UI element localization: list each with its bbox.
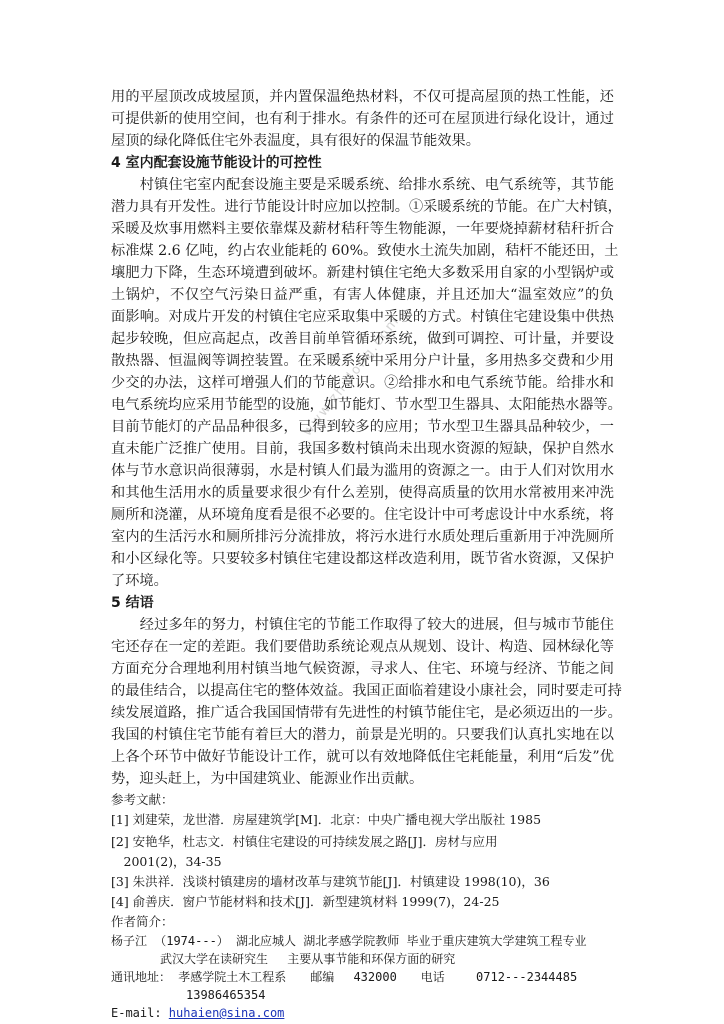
email-label: E-mail: [111,1006,169,1020]
address-line: 通讯地址： 孝感学院土木工程系 邮编 432000 电话 0712---2344485 [111,970,578,984]
reference-item: 2001(2)，34-35 [111,854,222,869]
body-text-line: 和其他生活用水的质量要求很少有什么差别，使得高质量的饮用水常被用来冲洗 [111,485,614,501]
section-heading: 5 结语 [111,595,154,611]
section-heading: 4 室内配套设施节能设计的可控性 [111,155,322,171]
body-text-line: 势，迎头赶上，为中国建筑业、能源业作出贡献。 [111,771,424,787]
body-text-line: 少交的办法，这样可增强人们的节能意识。②给排水和电气系统节能。给排水和 [111,375,614,391]
body-text-line: 土锅炉，不仅空气污染日益严重，有害人体健康，并且还加大“温室效应”的负 [111,287,614,303]
body-text-line: 我国的村镇住宅节能有着巨大的潜力，前景是光明的。只要我们认真扎实地在以 [111,727,614,743]
body-text-line: 体与节水意识尚很薄弱，水是村镇人们最为滥用的资源之一。由于人们对饮用水 [111,463,614,479]
body-text-line: 村镇住宅室内配套设施主要是采暖系统、给排水系统、电气系统等，其节能 [111,177,614,193]
references-heading: 参考文献： [111,792,174,807]
body-text-line: 室内的生活污水和厕所排污分流排放，将污水进行水质处理后重新用于冲洗厕所 [111,529,614,545]
body-text-line: 壤肥力下降，生态环境遭到破坏。新建村镇住宅绝大多数采用自家的小型锅炉或 [111,265,614,281]
author-heading: 作者简介： [111,914,174,929]
reference-item: [2] 安艳华，杜志文．村镇住宅建设的可持续发展之路[J]．房材与应用 [111,834,498,849]
body-text-line: 了环境。 [111,573,168,589]
body-text-line: 经过多年的努力，村镇住宅的节能工作取得了较大的进展，但与城市节能住 [111,617,614,633]
body-text-line: 宅还存在一定的差距。我们要借助系统论观点从规划、设计、构造、园林绿化等 [111,639,614,655]
body-text-line: 方面充分合理地利用村镇当地气候资源，寻求人、住宅、环境与经济、节能之间 [111,661,614,677]
body-text-line: 采暖及炊事用燃料主要依靠煤及薪材秸秆等生物能源，一年要烧掉薪材秸秆折合 [111,221,614,237]
reference-item: [4] 俞善庆．窗户节能材料和技术[J]．新型建筑材料 1999(7)，24-25 [111,894,500,909]
body-text-line: 的最佳结合，以提高住宅的整体效益。我国正面临着建设小康社会，同时要走可持 [111,683,622,699]
body-text-line: 面影响。对成片开发的村镇住宅应采取集中采暖的方式。村镇住宅建设集中供热 [111,309,614,325]
reference-item: [1] 刘建荣，龙世潜．房屋建筑学[M]．北京：中央广播电视大学出版社 1985 [111,812,542,827]
body-text-line: 目前节能灯的产品品种很多，已得到较多的应用；节水型卫生器具品种较少，一 [111,419,614,435]
author-info-line: 武汉大学在读研究生 主要从事节能和环保方面的研究 [160,952,456,966]
body-text-line: 潜力具有开发性。进行节能设计时应加以控制。①采暖系统的节能。在广大村镇， [111,199,622,215]
body-text-line: 直未能广泛推广使用。目前，我国多数村镇尚未出现水资源的短缺，保护自然水 [111,441,614,457]
watermark: www.zhulong.com [300,313,403,440]
body-text-line: 和小区绿化等。只要较多村镇住宅建设都这样改造利用，既节省水资源，又保护 [111,551,614,567]
body-text-line: 电气系统均应采用节能型的设施，如节能灯、节水型卫生器具、太阳能热水器等。 [111,397,622,413]
body-text-line: 可提供新的使用空间，也有利于排水。有条件的还可在屋顶进行绿化设计，通过 [111,111,614,127]
phone-number: 13986465354 [186,988,266,1002]
body-text-line: 续发展道路，推广适合我国国情带有先进性的村镇节能住宅，是必须迈出的一步。 [111,705,622,721]
email-link[interactable]: huhaien@sina.com [168,1006,285,1020]
body-text-line: 标准煤 2.6 亿吨，约占农业能耗的 60%。致使水土流失加剧，秸杆不能还田，土 [111,243,619,259]
reference-item: [3] 朱洪祥．浅谈村镇建房的墙材改革与建筑节能[J]．村镇建设 1998(10)，36 [111,874,550,889]
body-text-line: 厕所和浇灌，从环境角度看是很不必要的。住宅设计中可考虑设计中水系统，将 [111,507,614,523]
body-text-line: 用的平屋顶改成坡屋顶，并内置保温绝热材料，不仅可提高屋顶的热工性能，还 [111,89,614,105]
body-text-line: 上各个环节中做好节能设计工作，就可以有效地降低住宅耗能量，利用“后发”优 [111,749,614,765]
author-info-line: 杨子江 （1974---） 湖北应城人 湖北孝感学院教师 毕业于重庆建筑大学建筑工程专业 [111,934,587,948]
body-text-line: 屋顶的绿化降低住宅外表温度，具有很好的保温节能效果。 [111,133,480,149]
body-text-line: 散热器、恒温阀等调控装置。在采暖系统中采用分户计量，多用热多交费和少用 [111,353,614,369]
body-text-line: 起步较晚，但应高起点，改善目前单管循环系统，做到可调控、可计量，并要设 [111,331,614,347]
email-line [111,1004,284,1022]
